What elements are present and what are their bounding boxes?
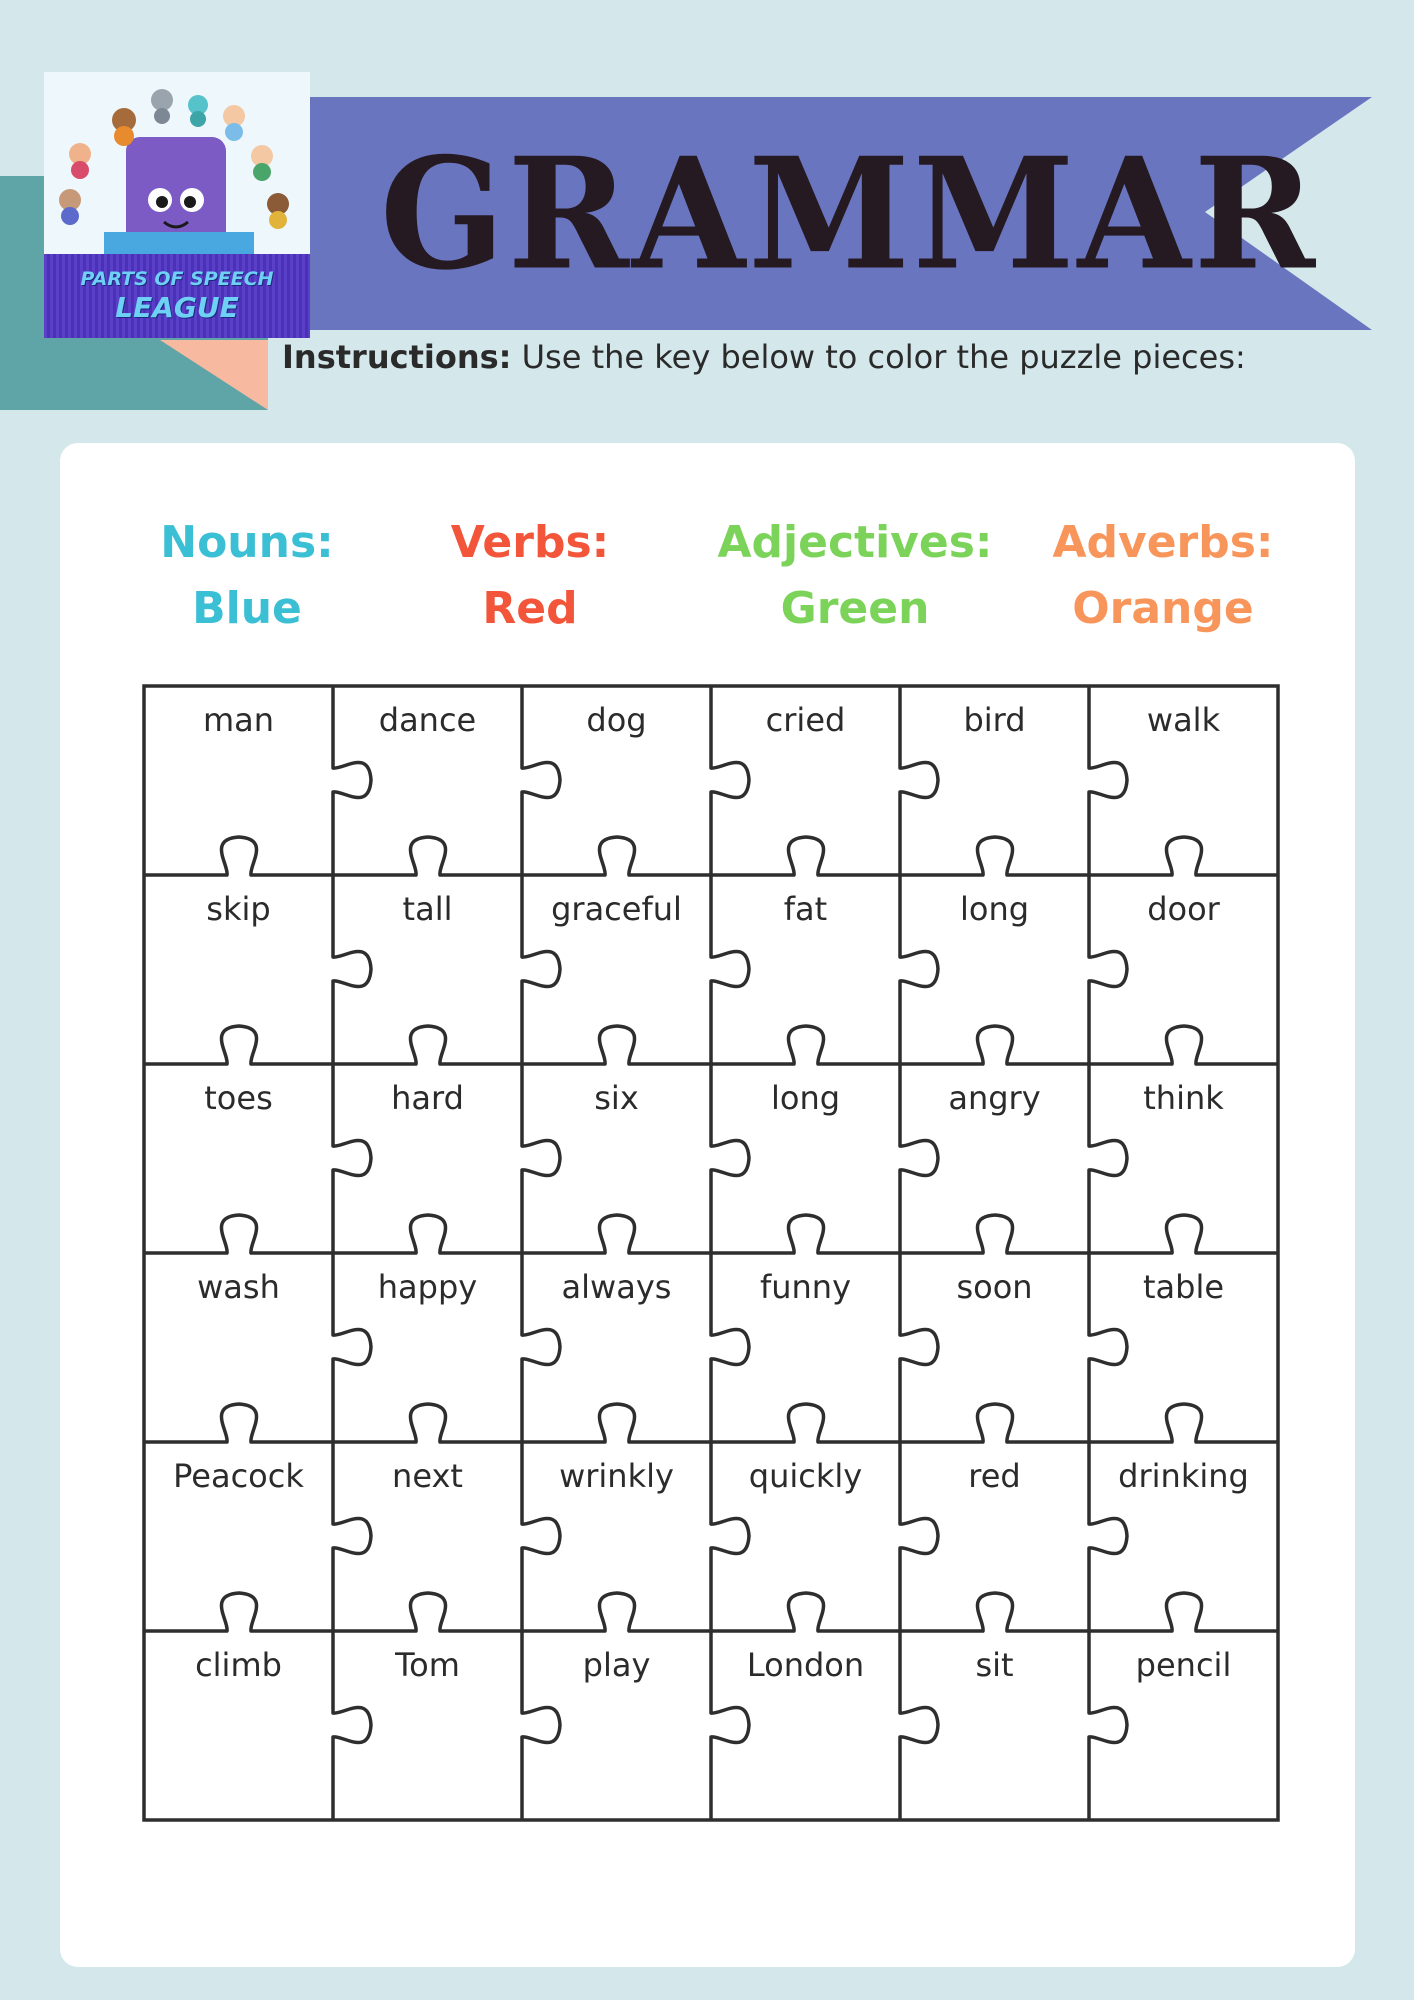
logo-text-line1: PARTS OF SPEECH xyxy=(80,268,274,290)
puzzle-piece-word: funny xyxy=(759,1268,852,1306)
puzzle-piece-word: think xyxy=(1143,1079,1224,1117)
puzzle-piece-word: tall xyxy=(402,890,453,928)
puzzle-piece-word: toes xyxy=(204,1079,273,1117)
key-category: Nouns: xyxy=(160,517,334,568)
puzzle-piece-word: hard xyxy=(391,1079,464,1117)
puzzle-piece-word: pencil xyxy=(1135,1646,1232,1684)
puzzle-piece-word: Tom xyxy=(395,1646,460,1684)
puzzle-piece-word: graceful xyxy=(551,890,682,928)
key-category: Adjectives: xyxy=(717,517,993,568)
page-title: GRAMMAR xyxy=(380,124,1319,305)
puzzle-piece-word: angry xyxy=(948,1079,1041,1117)
instructions-text: Use the key below to color the puzzle pieces: xyxy=(521,338,1246,376)
puzzle-piece-word: man xyxy=(202,701,275,739)
puzzle-piece-word: next xyxy=(392,1457,463,1495)
puzzle-piece-word: dog xyxy=(586,701,647,739)
puzzle-piece-word: fat xyxy=(783,890,828,928)
puzzle-piece-word: walk xyxy=(1146,701,1221,739)
puzzle-piece-word: bird xyxy=(963,701,1026,739)
puzzle-piece-word: cried xyxy=(765,701,846,739)
key-color-name: Red xyxy=(482,583,578,634)
key-category: Adverbs: xyxy=(1052,517,1274,568)
puzzle-piece-word: London xyxy=(746,1646,865,1684)
puzzle-piece-word: drinking xyxy=(1118,1457,1249,1495)
key-category: Verbs: xyxy=(450,517,610,568)
puzzle-piece-word: long xyxy=(770,1079,841,1117)
key-color-name: Orange xyxy=(1072,583,1254,634)
puzzle-piece-word: wash xyxy=(197,1268,280,1306)
puzzle-piece-word: six xyxy=(594,1079,639,1117)
puzzle-piece-word: door xyxy=(1147,890,1220,928)
puzzle-piece-word: always xyxy=(561,1268,672,1306)
puzzle-piece-word: play xyxy=(582,1646,651,1684)
key-color-name: Blue xyxy=(192,583,302,634)
puzzle-piece-word: long xyxy=(959,890,1030,928)
puzzle-piece-word: Peacock xyxy=(173,1457,304,1495)
puzzle-piece-word: quickly xyxy=(748,1457,863,1495)
logo-text-line2: LEAGUE xyxy=(115,291,239,324)
puzzle-piece-word: happy xyxy=(377,1268,478,1306)
puzzle-piece-word: skip xyxy=(206,890,271,928)
puzzle-piece-word: sit xyxy=(975,1646,1014,1684)
puzzle-piece-word: red xyxy=(968,1457,1021,1495)
key-color-name: Green xyxy=(780,583,930,634)
puzzle-piece-word: table xyxy=(1142,1268,1225,1306)
puzzle-piece-word: wrinkly xyxy=(559,1457,674,1495)
puzzle-piece-word: soon xyxy=(956,1268,1033,1306)
puzzle-piece-word: dance xyxy=(378,701,477,739)
puzzle-piece-word: climb xyxy=(195,1646,282,1684)
instructions-label: Instructions: xyxy=(282,338,512,376)
